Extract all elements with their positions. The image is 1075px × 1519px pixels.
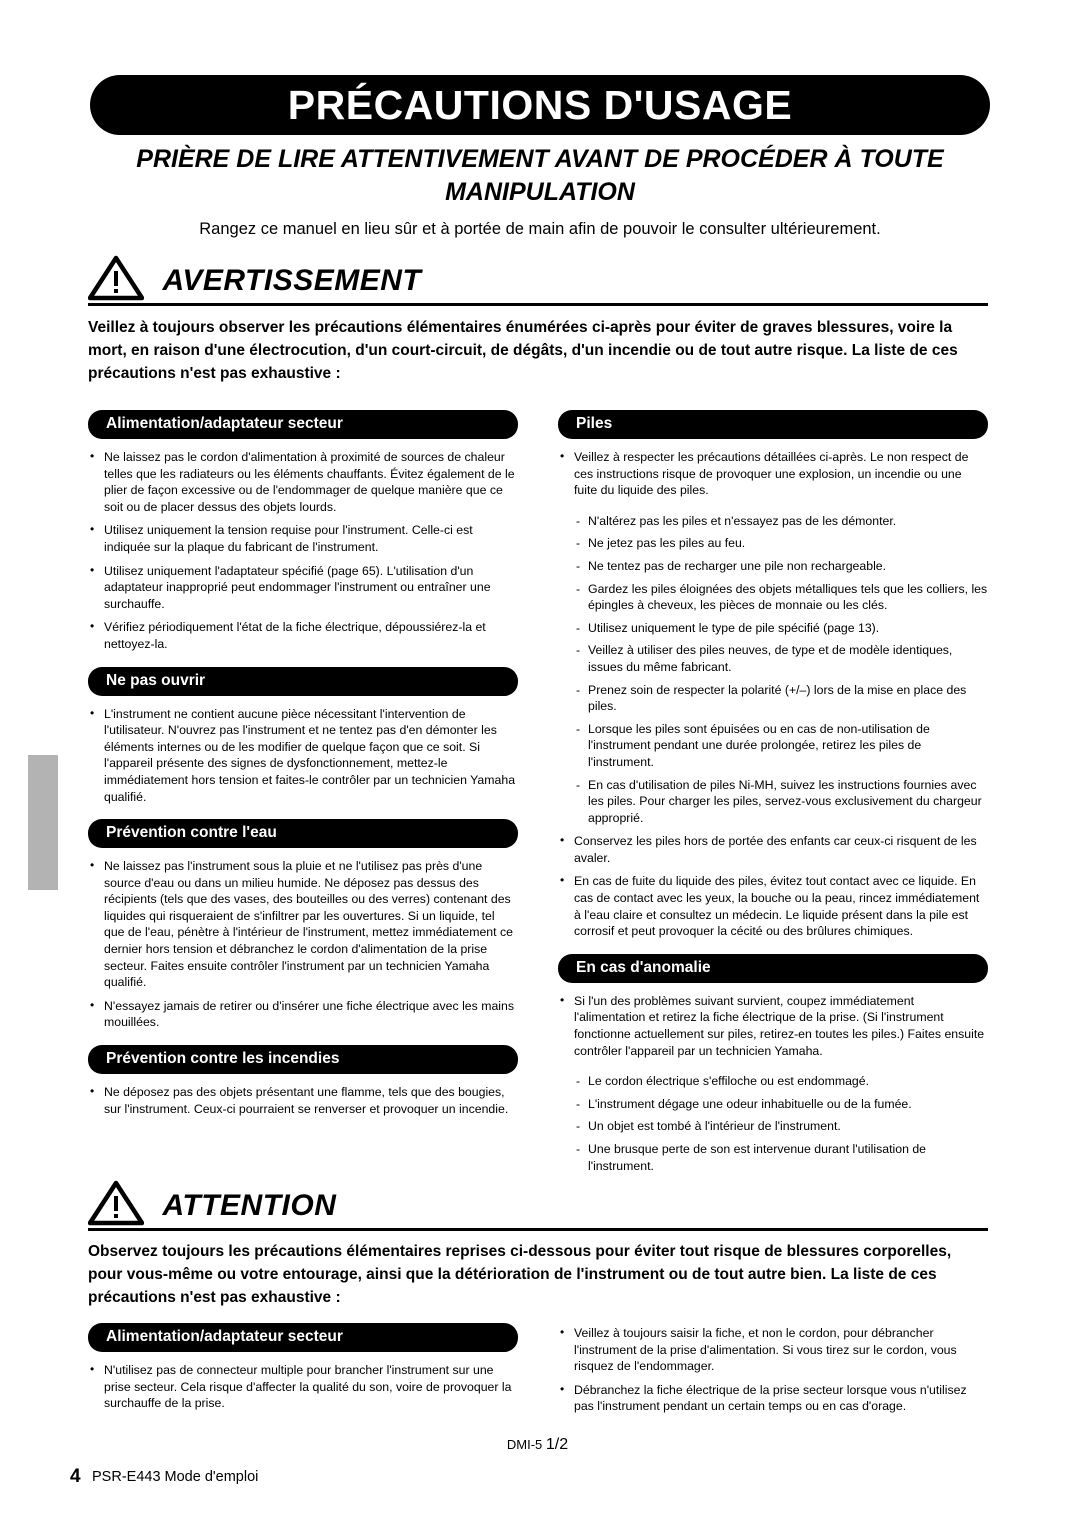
doc-code: DMI-5: [506, 1437, 543, 1452]
caution-triangle-icon: [88, 1180, 144, 1231]
category-water-warning: Prévention contre l'eau: [88, 819, 518, 848]
list-item: - Prenez soin de respecter la polarité (+/–) lors de la mise en place des piles.: [574, 682, 988, 715]
document-code-footer: [0, 1436, 1075, 1454]
list-item: - Utilisez uniquement le type de pile spécifié (page 13).: [574, 620, 988, 637]
caution-lead-text: Observez toujours les précautions élémentaires reprises ci-dessous pour éviter tout risque de blessures corporelles, pour vous-même ou votre entourage, ainsi que la détérioration de l'instrument ou de tout autre bien. La liste de ces précautions n'est pas exhaustive :: [88, 1243, 952, 1306]
warning-heading: [88, 255, 988, 306]
list-item: • Utilisez uniquement la tension requise pour l'instrument. Celle-ci est indiquée sur la plaque du fabricant de l'instrument.: [88, 522, 518, 555]
list-item: • L'instrument ne contient aucune pièce nécessitant l'intervention de l'utilisateur. N'ouvrez pas l'instrument et ne tentez pas d'en démonter les éléments internes ou de les modifier de quelque façon que ce soit. Si l'appareil présente des signes de dysfonctionnement, mettez-le immédiatement hors tension et faites-le contrôler par un technicien Yamaha qualifié.: [88, 706, 518, 806]
list-item: • Ne déposez pas des objets présentant une flamme, tels que des bougies, sur l'instrument. Ceux-ci pourraient se renverser et provoquer un incendie.: [88, 1084, 518, 1117]
warning-abnormality-sublist: [574, 1073, 988, 1174]
list-item: • Ne laissez pas le cordon d'alimentation à proximité de sources de chaleur telles que les radiateurs ou les éléments chauffants. Évitez également de le plier de façon excessive ou de l'endommager de quelque manière que ce soit ou de placer dessus des objets lourds.: [88, 449, 518, 515]
list-item: - L'instrument dégage une odeur inhabituelle ou de la fumée.: [574, 1096, 988, 1113]
list-item: • Débranchez la fiche électrique de la prise secteur lorsque vous n'utilisez pas l'instrument pendant un certain temps ou en cas d'orage.: [558, 1382, 988, 1415]
caution-heading: [88, 1180, 988, 1231]
warning-batteries-list-after: [558, 833, 988, 940]
precautions-banner: [90, 75, 990, 135]
manual-name: PSR-E443 Mode d'emploi: [92, 1469, 259, 1485]
list-item: • N'utilisez pas de connecteur multiple pour brancher l'instrument sur une prise secteur. Cela risque d'affecter la qualité du son, voire de provoquer la surchauffe de la prise.: [88, 1362, 518, 1412]
list-item: - Gardez les piles éloignées des objets métalliques tels que les colliers, les épingles à cheveux, les pièces de monnaie ou les clés.: [574, 581, 988, 614]
list-item: • Veillez à toujours saisir la fiche, et non le cordon, pour débrancher l'instrument de la prise d'alimentation. Si vous tirez sur le cordon, vous risquez de l'endommager.: [558, 1325, 988, 1375]
keep-manual-note: Rangez ce manuel en lieu sûr et à portée de main afin de pouvoir le consulter ultérieurement.: [199, 220, 881, 238]
warning-left-column: [88, 410, 518, 1131]
warning-lead-text: Veillez à toujours observer les précautions élémentaires énumérées ci-après pour éviter de graves blessures, voire la mort, en raison d'une électrocution, d'un court-circuit, de dégâts, d'un incendie ou de tout autre risque. La liste de ces précautions n'est pas exhaustive :: [88, 319, 958, 382]
list-item: - Un objet est tombé à l'intérieur de l'instrument.: [574, 1118, 988, 1135]
list-item: • En cas de fuite du liquide des piles, évitez tout contact avec ce liquide. En cas de contact avec les yeux, la bouche ou la peau, rincez immédiatement à l'eau claire et consultez un médecin. Le liquide présent dans la pile est corrosif et peut provoquer la cécité ou des brûlures chimiques.: [558, 873, 988, 939]
caution-power-list: [88, 1362, 518, 1412]
warning-power-list: [88, 449, 518, 653]
list-item: - Ne tentez pas de recharger une pile non rechargeable.: [574, 558, 988, 575]
list-item: - Veillez à utiliser des piles neuves, de type et de modèle identiques, issues du même fabricant.: [574, 642, 988, 675]
list-item: - N'altérez pas les piles et n'essayez pas de les démonter.: [574, 513, 988, 530]
warning-batteries-list: [558, 449, 988, 499]
list-item: • N'essayez jamais de retirer ou d'insérer une fiche électrique avec les mains mouillées.: [88, 998, 518, 1031]
list-item: • Utilisez uniquement l'adaptateur spécifié (page 65). L'utilisation d'un adaptateur inapproprié peut endommager l'instrument ou entraîner une surchauffe.: [88, 563, 518, 613]
warning-batteries-sublist: [574, 513, 988, 827]
category-caution-power-adapter: Alimentation/adaptateur secteur: [88, 1323, 518, 1352]
warning-water-list: [88, 858, 518, 1031]
warning-heading-text: AVERTISSEMENT: [162, 263, 422, 297]
warning-batteries-sublist-wrap: [574, 513, 988, 827]
banner-title: PRÉCAUTIONS D'USAGE: [287, 81, 793, 128]
page-of: 1/2: [545, 1436, 569, 1453]
page-subtitle: PRIÈRE DE LIRE ATTENTIVEMENT AVANT DE PROCÉDER À TOUTE MANIPULATION: [136, 145, 944, 206]
category-fire-warning: Prévention contre les incendies: [88, 1045, 518, 1074]
list-item: - Le cordon électrique s'effiloche ou est endommagé.: [574, 1073, 988, 1090]
list-item: - En cas d'utilisation de piles Ni-MH, suivez les instructions fournies avec les piles. Pour charger les piles, servez-vous exclusivement du chargeur approprié.: [574, 777, 988, 827]
warning-fire-list: [88, 1084, 518, 1117]
list-item: • Ne laissez pas l'instrument sous la pluie et ne l'utilisez pas près d'une source d'eau ou dans un milieu humide. Ne déposez pas dessus des récipients (tels que des vases, des bouteilles ou des verres) contenant des liquides qui risqueraient de s'infiltrer par les ouvertures. Si un liquide, tel que de l'eau, pénètre à l'intérieur de l'instrument, mettez immédiatement ce dernier hors tension et débranchez le cordon d'alimentation de la prise secteur. Faites ensuite contrôler l'instrument par un technicien Yamaha qualifié.: [88, 858, 518, 991]
warning-right-column: [558, 410, 988, 1181]
list-item: • Veillez à respecter les précautions détaillées ci-après. Le non respect de ces instructions risque de provoquer une explosion, un incendie ou une fuite du liquide des piles.: [558, 449, 988, 499]
list-item: • Vérifiez périodiquement l'état de la fiche électrique, dépoussiérez-la et nettoyez-la.: [88, 619, 518, 652]
warning-open-list: [88, 706, 518, 806]
page-number: 4: [70, 1466, 81, 1487]
caution-right-column: [558, 1325, 988, 1429]
category-batteries: Piles: [558, 410, 988, 439]
caution-heading-text: ATTENTION: [162, 1188, 337, 1222]
warning-abnormality-list: [558, 993, 988, 1059]
list-item: - Lorsque les piles sont épuisées ou en cas de non-utilisation de l'instrument pendant une durée prolongée, retirez les piles de l'instrument.: [574, 721, 988, 771]
category-abnormality: En cas d'anomalie: [558, 954, 988, 983]
list-item: • Conservez les piles hors de portée des enfants car ceux-ci risquent de les avaler.: [558, 833, 988, 866]
list-item: - Une brusque perte de son est intervenue durant l'utilisation de l'instrument.: [574, 1141, 988, 1174]
caution-right-list: [558, 1325, 988, 1415]
caution-rule: [88, 1228, 988, 1231]
warning-abnormality-sublist-wrap: [574, 1073, 988, 1174]
warning-rule: [88, 303, 988, 306]
category-power-adapter: Alimentation/adaptateur secteur: [88, 410, 518, 439]
caution-left-column: [88, 1323, 518, 1426]
page-side-tab: [28, 755, 58, 890]
warning-triangle-icon: [88, 255, 144, 306]
list-item: - Ne jetez pas les piles au feu.: [574, 535, 988, 552]
list-item: • Si l'un des problèmes suivant survient, coupez immédiatement l'alimentation et retirez la fiche électrique de la prise. (Si l'instrument fonctionne actuellement sur piles, retirez-en toutes les piles.) Faites ensuite contrôler l'appareil par un technicien Yamaha.: [558, 993, 988, 1059]
category-do-not-open: Ne pas ouvrir: [88, 667, 518, 696]
